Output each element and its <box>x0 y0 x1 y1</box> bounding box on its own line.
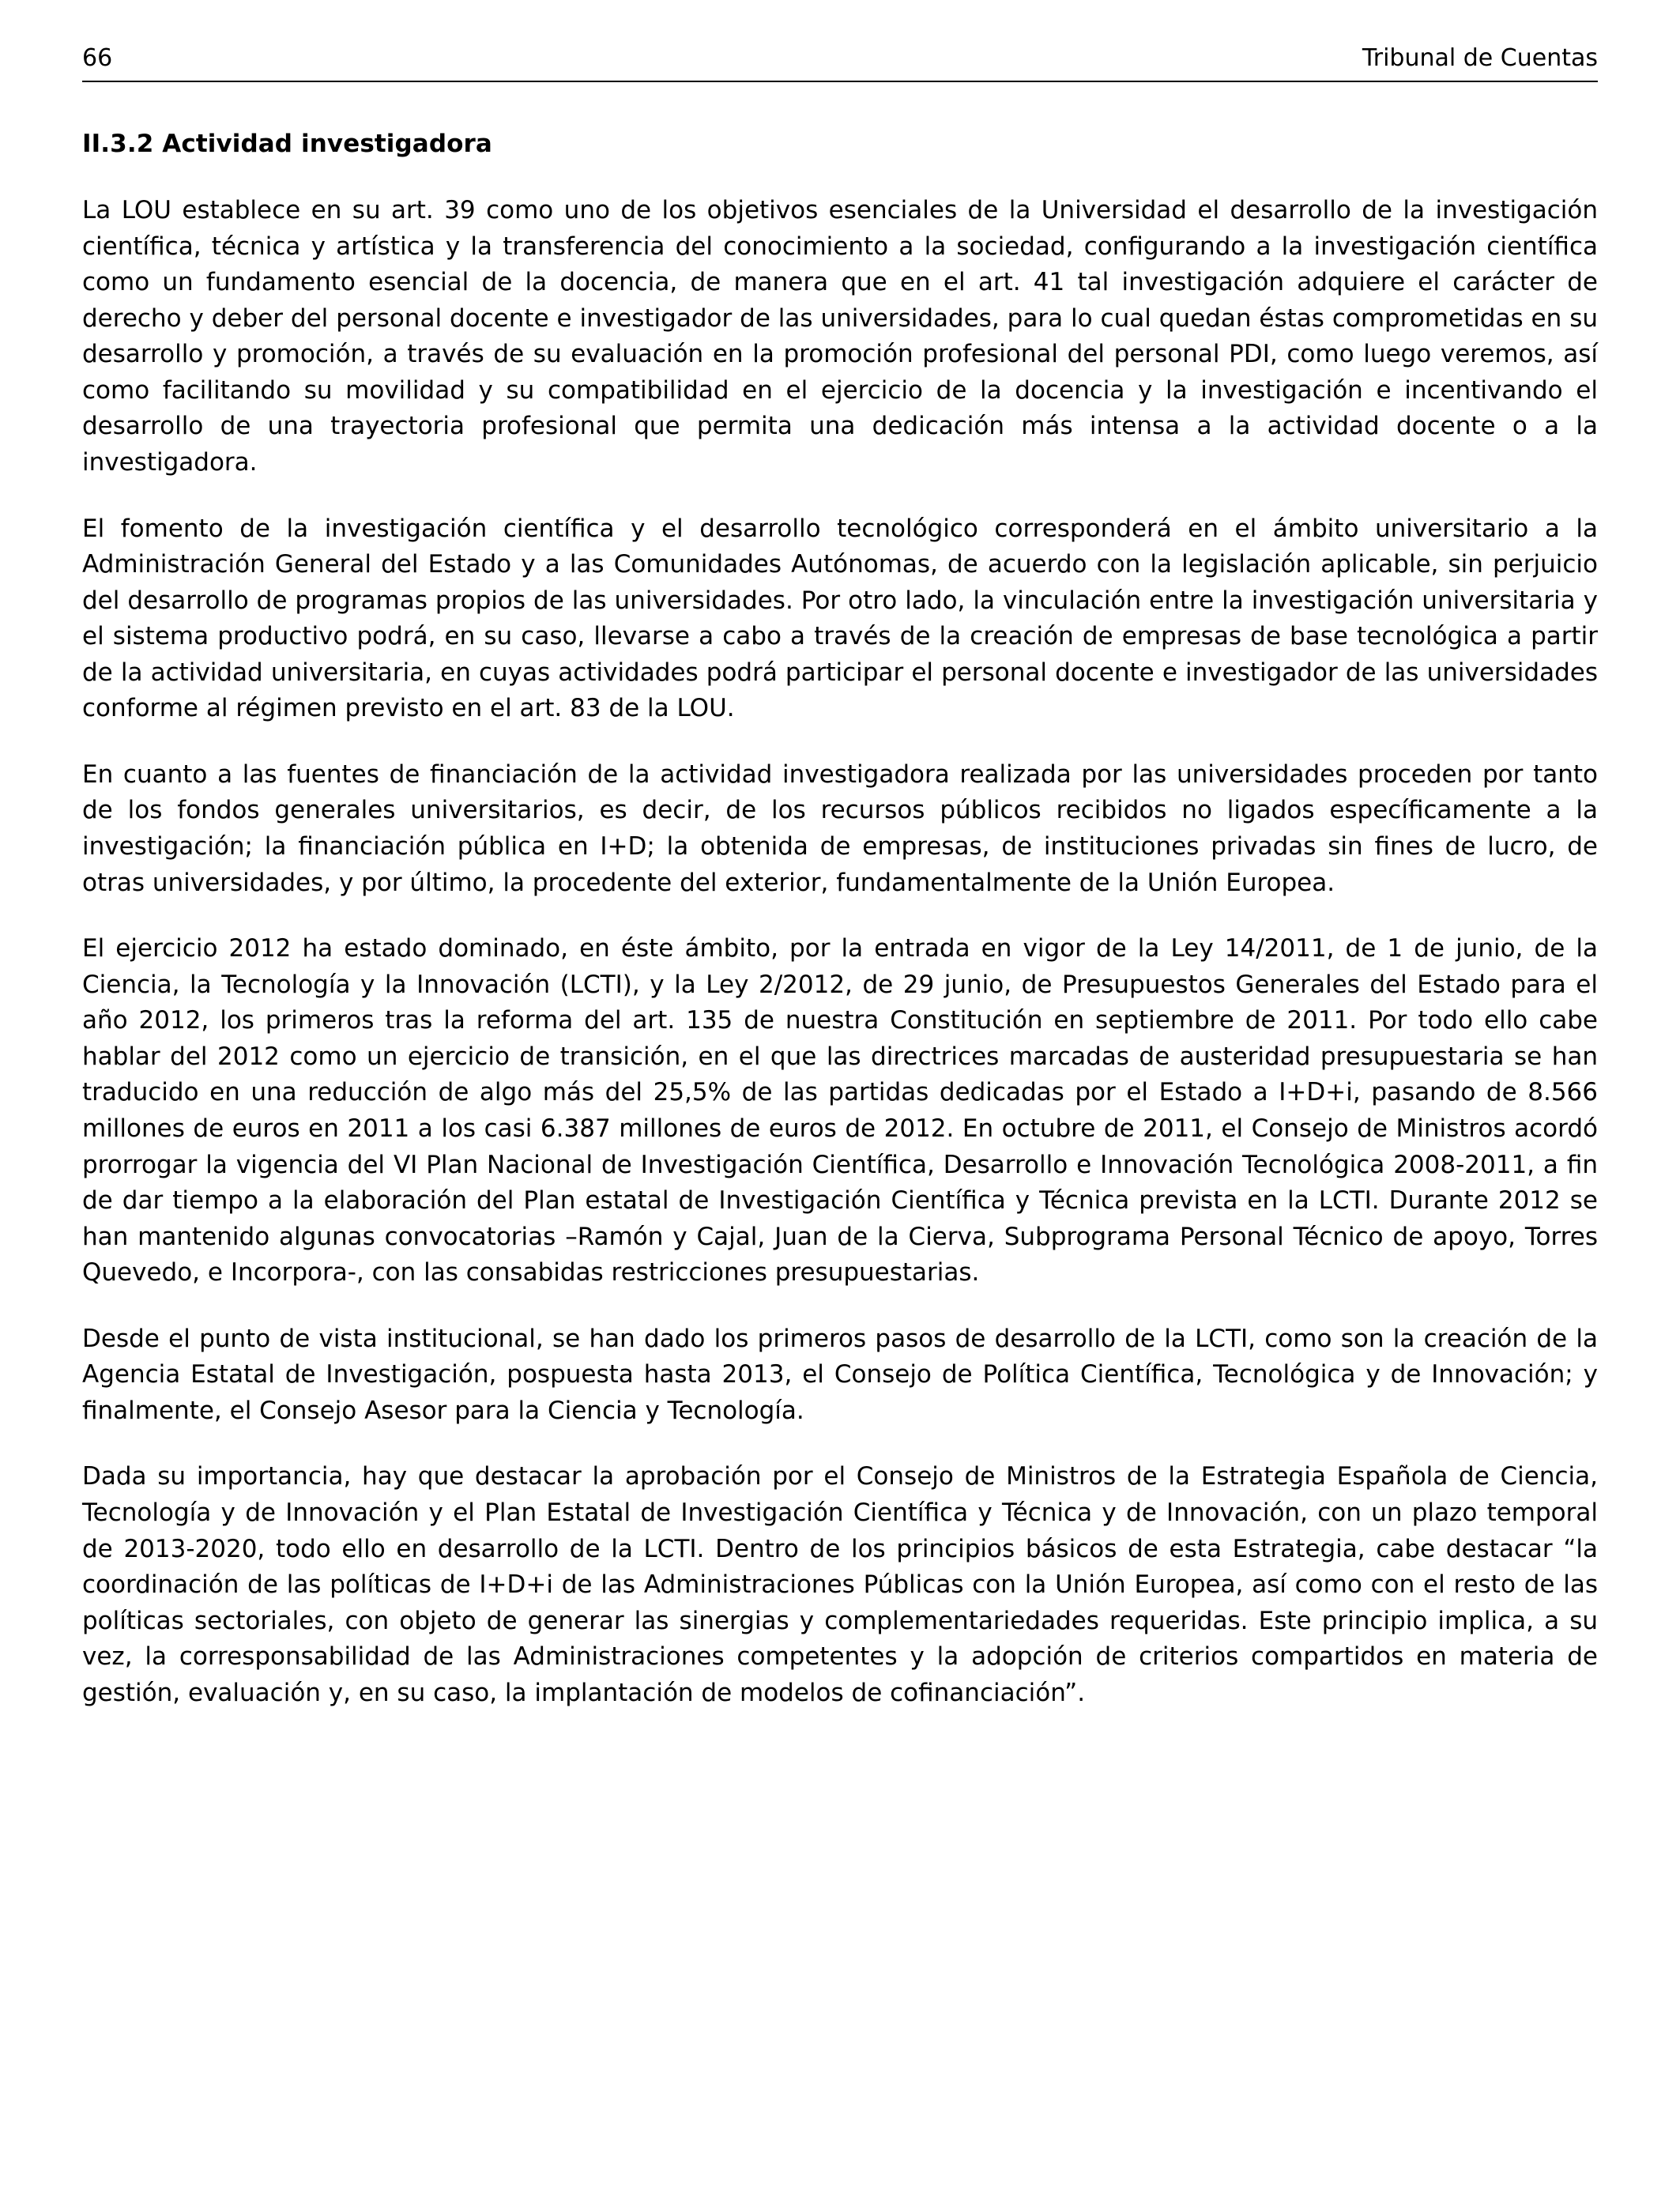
header-title: Tribunal de Cuentas <box>1362 44 1598 72</box>
section-heading: II.3.2 Actividad investigadora <box>82 130 492 158</box>
page-content <box>82 82 1598 1711</box>
paragraph-3: En cuanto a las fuentes de financiación de la actividad investigadora realizada por las universidades proceden por tanto de los fondos generales universitarios, es decir, de los recursos públicos recibidos no ligados específicamente a la investigación; la financiación pública en I+D; la obtenida de empresas, de instituciones privadas sin fines de lucro, de otras universidades, y por último, la procedente del exterior, fundamentalmente de la Unión Europea. <box>82 760 1598 897</box>
paragraph-1: La LOU establece en su art. 39 como uno de los objetivos esenciales de la Universidad el desarrollo de la investigación científica, técnica y artística y la transferencia del conocimiento a la sociedad, configurando a la investigación científica como un fundamento esencial de la docencia, de manera que en el art. 41 tal investigación adquiere el carácter de derecho y deber del personal docente e investigador de las universidades, para lo cual quedan éstas comprometidas en su desarrollo y promoción, a través de su evaluación en la promoción profesional del personal PDI, como luego veremos, así como facilitando su movilidad y su compatibilidad en el ejercicio de la docencia y la investigación e incentivando el desarrollo de una trayectoria profesional que permita una dedicación más intensa a la actividad docente o a la investigadora. <box>82 196 1598 477</box>
page-number: 66 <box>82 44 113 72</box>
page-header <box>82 44 1598 82</box>
paragraph-2: El fomento de la investigación científica y el desarrollo tecnológico corresponderá en el ámbito universitario a la Administración General del Estado y a las Comunidades Autónomas, de acuerdo con la legislación aplicable, sin perjuicio del desarrollo de programas propios de las universidades. Por otro lado, la vinculación entre la investigación universitaria y el sistema productivo podrá, en su caso, llevarse a cabo a través de la creación de empresas de base tecnológica a partir de la actividad universitaria, en cuyas actividades podrá participar el personal docente e investigador de las universidades conforme al régimen previsto en el art. 83 de la LOU. <box>82 514 1598 723</box>
paragraph-5: Desde el punto de vista institucional, se han dado los primeros pasos de desarrollo de la LCTI, como son la creación de la Agencia Estatal de Investigación, pospuesta hasta 2013, el Consejo de Política Científica, Tecnológica y de Innovación; y finalmente, el Consejo Asesor para la Ciencia y Tecnología. <box>82 1324 1598 1425</box>
paragraph-4: El ejercicio 2012 ha estado dominado, en éste ámbito, por la entrada en vigor de la Ley 14/2011, de 1 de junio, de la Ciencia, la Tecnología y la Innovación (LCTI), y la Ley 2/2012, de 29 junio, de Presupuestos Generales del Estado para el año 2012, los primeros tras la reforma del art. 135 de nuestra Constitución en septiembre de 2011. Por todo ello cabe hablar del 2012 como un ejercicio de transición, en el que las directrices marcadas de austeridad presupuestaria se han traducido en una reducción de algo más del 25,5% de las partidas dedicadas por el Estado a I+D+i, pasando de 8.566 millones de euros en 2011 a los casi 6.387 millones de euros de 2012. En octubre de 2011, el Consejo de Ministros acordó prorrogar la vigencia del VI Plan Nacional de Investigación Científica, Desarrollo e Innovación Tecnológica 2008-2011, a fin de dar tiempo a la elaboración del Plan estatal de Investigación Científica y Técnica prevista en la LCTI. Durante 2012 se han mantenido algunas convocatorias –Ramón y Cajal, Juan de la Cierva, Subprograma Personal Técnico de apoyo, Torres Quevedo, e Incorpora-, con las consabidas restricciones presupuestarias. <box>82 934 1598 1287</box>
paragraph-6: Dada su importancia, hay que destacar la aprobación por el Consejo de Ministros de la Estrategia Española de Ciencia, Tecnología y de Innovación y el Plan Estatal de Investigación Científica y Técnica y de Innovación, con un plazo temporal de 2013-2020, todo ello en desarrollo de la LCTI. Dentro de los principios básicos de esta Estrategia, cabe destacar “la coordinación de las políticas de I+D+i de las Administraciones Públicas con la Unión Europea, así como con el resto de las políticas sectoriales, con objeto de generar las sinergias y complementariedades requeridas. Este principio implica, a su vez, la corresponsabilidad de las Administraciones competentes y la adopción de criterios compartidos en materia de gestión, evaluación y, en su caso, la implantación de modelos de cofinanciación”. <box>82 1462 1598 1707</box>
